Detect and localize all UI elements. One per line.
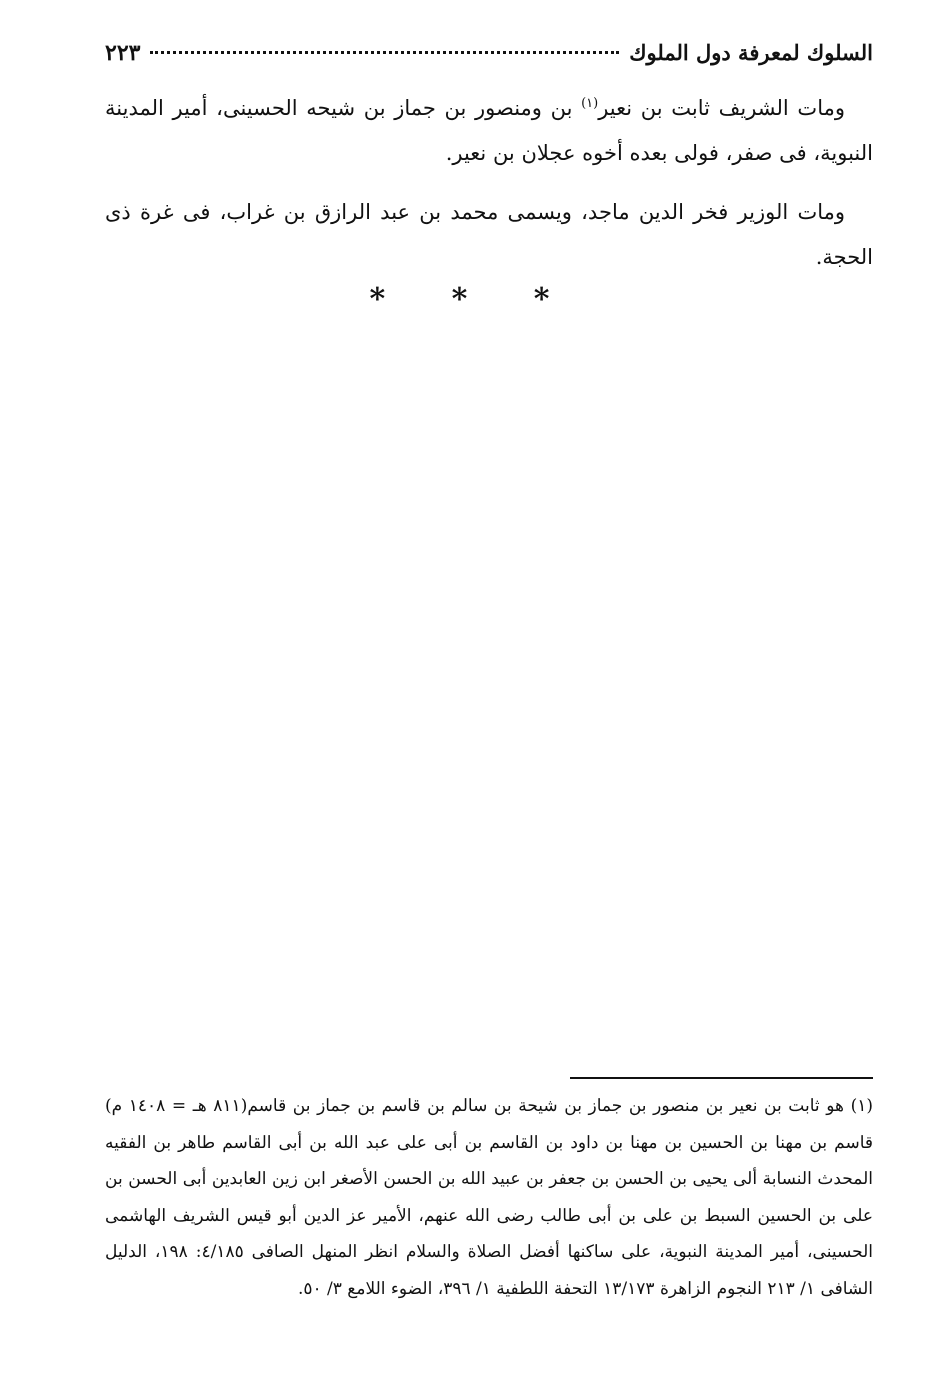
section-separator: * * * xyxy=(369,282,578,317)
running-title: السلوك لمعرفة دول الملوك xyxy=(629,40,873,65)
page-number: ٢٢٣ xyxy=(105,40,141,66)
paragraph-1-text-end: بن ومنصور بن جماز بن شيحه الحسينى، أمير المدينة النبوية، فى صفر، فولى بعده أخوه عجلان بن نعير. xyxy=(105,96,873,165)
running-header xyxy=(105,40,873,80)
footnote-reference: (١) xyxy=(581,96,599,111)
paragraph-1-text-start: ومات الشريف ثابت بن نعير xyxy=(598,96,845,120)
main-text xyxy=(105,86,873,294)
paragraph-death-thabit xyxy=(105,86,873,176)
footnote-rule xyxy=(570,1077,873,1079)
paragraph-death-vizier: ومات الوزير فخر الدين ماجد، ويسمى محمد بن عبد الرازق بن غراب، فى غرة ذى الحجة. xyxy=(105,200,873,269)
footnote xyxy=(105,1088,873,1307)
footnote-text: (١) هو ثابت بن نعير بن منصور بن جماز بن شيحة بن سالم بن قاسم بن جماز بن قاسم(٨١١ هـ = ١٤٠٨ م) قاسم بن مهنا بن الحسين بن مهنا بن داود بن القاسم بن أبى على عبد الله بن أبى القاسم طاهر بن الفقيه المحدث النسابة ألى يحيى بن الحسن بن جعفر بن عبيد الله بن الحسن الأصغر ابن زين العابدين أبى الحسن بن على بن الحسين السبط بن على بن أبى طالب رضى الله عنهم، الأمير عز الدين أبو قيس الشريف الهاشمى الحسينى، أمير المدينة النبوية، على ساكنها أفضل الصلاة والسلام انظر المنهل الصافى ٤/١٨٥: ١٩٨، الدليل الشافى ١/ ٢١٣ النجوم الزاهرة ١٣/١٧٣ التحفة اللطفية ١/ ٣٩٦، الضوء اللامع ٣/ ٥٠. xyxy=(105,1096,874,1299)
dotted-leader xyxy=(150,51,619,54)
